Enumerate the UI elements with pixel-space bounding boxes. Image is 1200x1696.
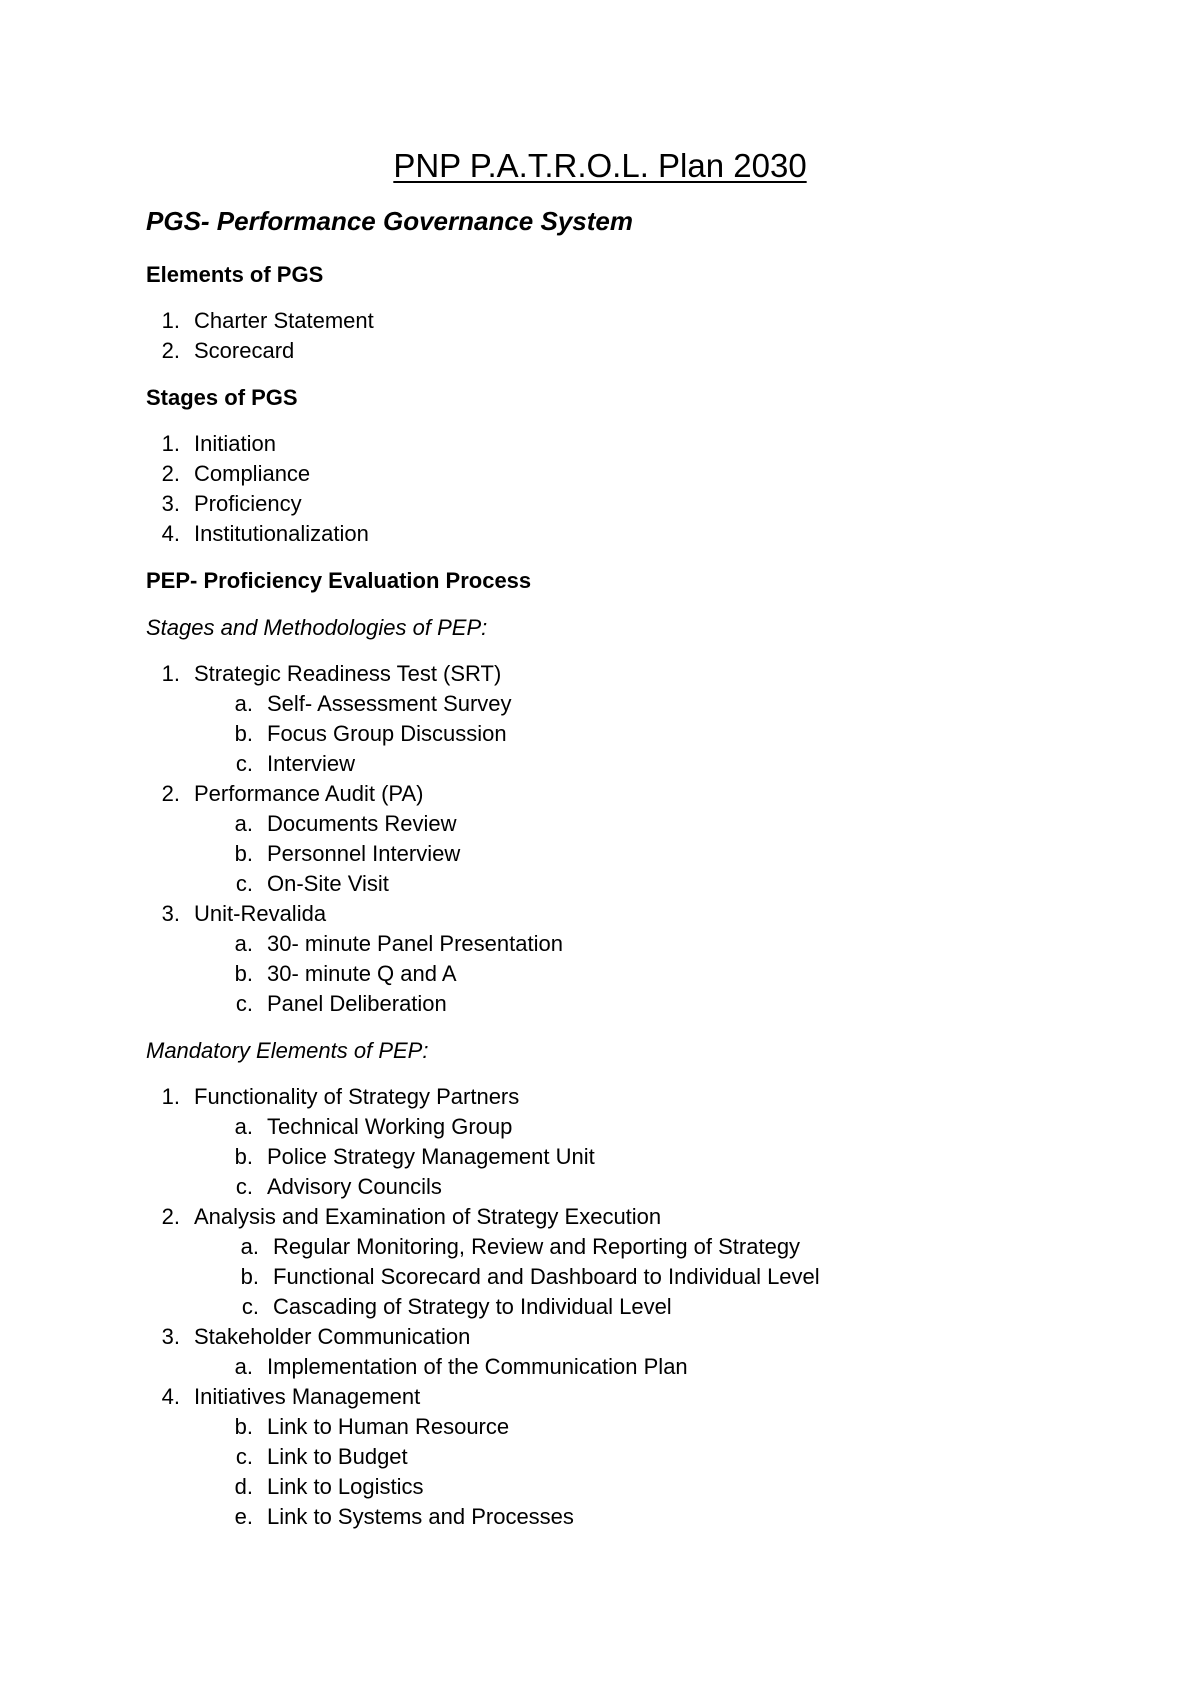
list-item-number: a. (234, 691, 253, 716)
list-item-number: d. (234, 1474, 253, 1499)
list-item-number: a. (234, 931, 253, 956)
methodologies-heading: Stages and Methodologies of PEP: (146, 615, 488, 640)
list-item-text: Personnel Interview (267, 841, 461, 866)
list-item-number: b. (234, 961, 253, 986)
list-item-number: b. (234, 1144, 253, 1169)
list-item-text: Link to Budget (267, 1444, 408, 1469)
list-item-number: 1. (161, 431, 180, 456)
list-item-text: Focus Group Discussion (267, 721, 507, 746)
list-item-text: Institutionalization (194, 521, 369, 546)
list-item-text: Self- Assessment Survey (267, 691, 512, 716)
list-item-number: 4. (161, 1384, 180, 1409)
list-item-text: Link to Human Resource (267, 1414, 510, 1439)
list-item-text: Scorecard (194, 338, 295, 363)
list-item-number: 2. (161, 1204, 180, 1229)
list-item-number: b. (234, 1414, 253, 1439)
list-item-text: Panel Deliberation (267, 991, 447, 1016)
list-item-number: c. (235, 1444, 253, 1469)
list-item-text: Link to Systems and Processes (267, 1504, 574, 1529)
list-item-text: Police Strategy Management Unit (267, 1144, 595, 1169)
list-item-text: Advisory Councils (267, 1174, 442, 1199)
list-item-text: Regular Monitoring, Review and Reporting of Strategy (273, 1234, 801, 1259)
pep-heading: PEP- Proficiency Evaluation Process (146, 568, 532, 593)
list-item-text: Performance Audit (PA) (194, 781, 424, 806)
list-item-text: Initiation (194, 431, 276, 456)
list-item-number: c. (235, 1174, 253, 1199)
elements-heading: Elements of PGS (146, 262, 324, 287)
list-item-number: 4. (161, 521, 180, 546)
list-item-number: b. (240, 1264, 259, 1289)
list-item-text: Interview (267, 751, 356, 776)
list-item-text: Charter Statement (194, 308, 374, 333)
list-item-text: Compliance (194, 461, 311, 486)
list-item-text: Implementation of the Communication Plan (267, 1354, 688, 1379)
list-item-text: 30- minute Panel Presentation (267, 931, 563, 956)
document-subtitle: PGS- Performance Governance System (146, 206, 633, 236)
list-item-text: Cascading of Strategy to Individual Level (273, 1294, 672, 1319)
list-item-number: 1. (161, 1084, 180, 1109)
list-item-number: c. (235, 751, 253, 776)
list-item-text: Functional Scorecard and Dashboard to Individual Level (273, 1264, 820, 1289)
list-item-number: 3. (161, 491, 180, 516)
list-item-number: e. (234, 1504, 253, 1529)
list-item-text: Analysis and Examination of Strategy Execution (194, 1204, 662, 1229)
document-title: PNP P.A.T.R.O.L. Plan 2030 (393, 147, 807, 184)
list-item-text: Link to Logistics (267, 1474, 424, 1499)
mandatory-heading: Mandatory Elements of PEP: (146, 1038, 429, 1063)
list-item-number: c. (241, 1294, 259, 1319)
list-item-number: 2. (161, 338, 180, 363)
list-item-number: 2. (161, 781, 180, 806)
list-item-text: Unit-Revalida (194, 901, 327, 926)
list-item-text: Functionality of Strategy Partners (194, 1084, 520, 1109)
list-item-number: a. (234, 1354, 253, 1379)
list-item-number: 2. (161, 461, 180, 486)
list-item-text: Stakeholder Communication (194, 1324, 471, 1349)
list-item-text: Initiatives Management (194, 1384, 421, 1409)
list-item-number: 1. (161, 308, 180, 333)
list-item-number: c. (235, 991, 253, 1016)
list-item-text: Technical Working Group (267, 1114, 513, 1139)
list-item-number: a. (234, 811, 253, 836)
list-item-number: 1. (161, 661, 180, 686)
list-item-number: b. (234, 841, 253, 866)
list-item-number: 3. (161, 901, 180, 926)
list-item-number: 3. (161, 1324, 180, 1349)
list-item-text: Strategic Readiness Test (SRT) (194, 661, 502, 686)
stages-heading: Stages of PGS (146, 385, 298, 410)
list-item-text: Documents Review (267, 811, 457, 836)
list-item-text: Proficiency (194, 491, 302, 516)
list-item-number: a. (240, 1234, 259, 1259)
list-item-number: b. (234, 721, 253, 746)
list-item-number: c. (235, 871, 253, 896)
list-item-text: 30- minute Q and A (267, 961, 457, 986)
list-item-text: On-Site Visit (267, 871, 389, 896)
list-item-number: a. (234, 1114, 253, 1139)
